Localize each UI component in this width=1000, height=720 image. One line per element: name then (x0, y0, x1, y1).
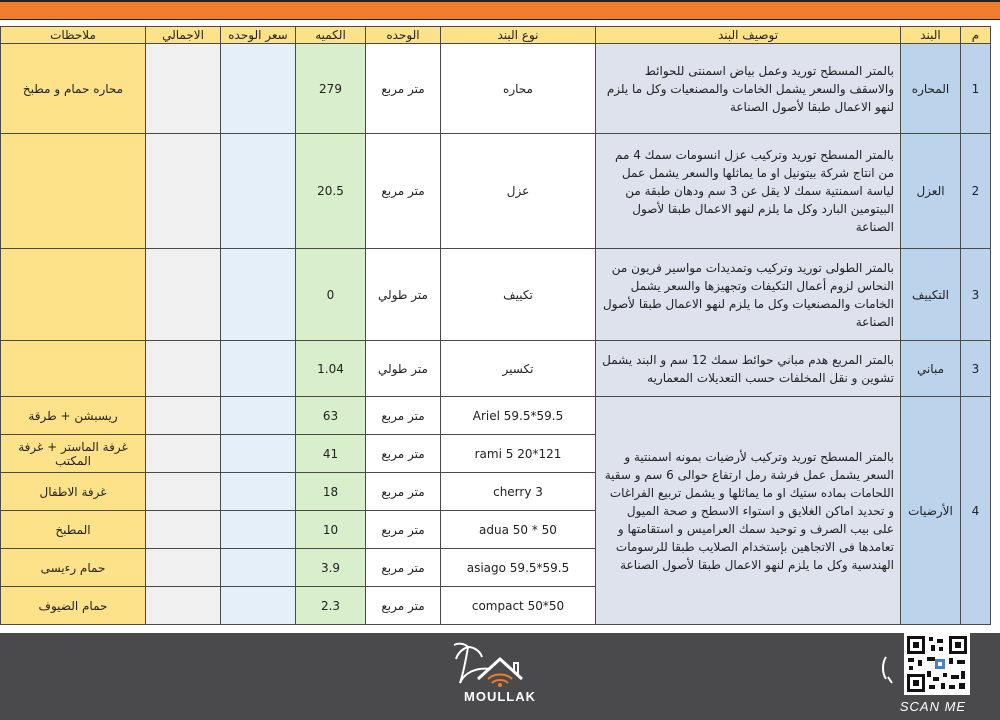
row-item: المحاره (901, 44, 961, 134)
row-unit: متر مربع (366, 549, 441, 587)
row-item: الأرضيات (901, 397, 961, 625)
row-quantity: 18 (296, 473, 366, 511)
row-quantity: 0 (296, 249, 366, 341)
row-unit: متر مربع (366, 435, 441, 473)
row-quantity: 2.3 (296, 587, 366, 625)
header-unit: الوحده (366, 27, 441, 44)
house-palm-icon (430, 639, 570, 689)
header-unit-price: سعر الوحده (221, 27, 296, 44)
row-description: بالمتر المسطح توريد وتركيب لأرضيات بمونه اسمنتية و السعر يشمل عمل فرشة رمل ارتفاع حوالى 6 سم و سقية اللحامات بماده ستيك او ما يماثلها و يشمل تربيع الفراغات و تحديد اماكن الغلايق و استواء الاسطح و صحة الميول على بيب الصرف و توحيد سمك العراميس و استقامتها و تعامدها فى الاتجاهين بإستخدام الصلايب طبقا للرسومات الهندسية وكل ما يلزم لنهو الاعمال طبقا لأصول الصناعة (596, 397, 901, 625)
row-quantity: 279 (296, 44, 366, 134)
row-quantity: 63 (296, 397, 366, 435)
row-type: cherry 3 (441, 473, 596, 511)
table-row (1, 134, 991, 249)
row-quantity: 3.9 (296, 549, 366, 587)
row-unit-price (221, 397, 296, 435)
row-description: بالمتر الطولى توريد وتركيب وتمديدات مواسير فريون من النحاس لزوم أعمال التكيفات وتجهيزها والسعر يشمل الخامات والمصنعيات وكل ما يلزم لنهو الاعمال طبقا لأصول الصناعة (596, 249, 901, 341)
row-unit-price (221, 587, 296, 625)
row-type: عزل (441, 134, 596, 249)
row-unit: متر طولي (366, 249, 441, 341)
row-type: asiago 59.5*59.5 (441, 549, 596, 587)
row-type: adua 50 * 50 (441, 511, 596, 549)
row-unit: متر مربع (366, 44, 441, 134)
row-notes: محاره حمام و مطبخ (1, 44, 146, 134)
brand-name: MOULLAK (464, 689, 536, 704)
row-total (146, 397, 221, 435)
scan-me-label: SCAN ME (899, 699, 967, 714)
header-quantity: الكميه (296, 27, 366, 44)
header-type: نوع البند (441, 27, 596, 44)
table-row (1, 249, 991, 341)
row-quantity: 41 (296, 435, 366, 473)
row-type: compact 50*50 (441, 587, 596, 625)
row-num: 2 (961, 134, 991, 249)
row-notes: غرفة الماستر + غرفة المكتب (1, 435, 146, 473)
table-row (1, 341, 991, 397)
row-num: 3 (961, 341, 991, 397)
row-unit-price (221, 249, 296, 341)
row-description: بالمتر المسطح توريد وعمل بياض اسمنتى للحوائط والاسقف والسعر يشمل الخامات والمصنعيات وكل ما يلزم لنهو الاعمال طبقا لأصول الصناعة (596, 44, 901, 134)
row-quantity: 10 (296, 511, 366, 549)
header-item: البند (901, 27, 961, 44)
row-item: التكييف (901, 249, 961, 341)
row-unit-price (221, 435, 296, 473)
header-row (1, 27, 991, 44)
row-unit: متر مربع (366, 511, 441, 549)
header-total: الاجمالي (146, 27, 221, 44)
row-total (146, 473, 221, 511)
row-num: 3 (961, 249, 991, 341)
row-total (146, 511, 221, 549)
header-num: م (961, 27, 991, 44)
row-notes: ريسبشن + طرقة (1, 397, 146, 435)
row-quantity: 20.5 (296, 134, 366, 249)
row-unit: متر مربع (366, 397, 441, 435)
row-notes (1, 134, 146, 249)
table-row (1, 397, 991, 435)
row-num: 4 (961, 397, 991, 625)
bill-of-quantities-table (0, 26, 991, 625)
row-total (146, 341, 221, 397)
row-total (146, 249, 221, 341)
row-unit-price (221, 473, 296, 511)
row-unit-price (221, 44, 296, 134)
qr-block (878, 633, 988, 720)
header-description: توصيف البند (596, 27, 901, 44)
row-unit: متر مربع (366, 473, 441, 511)
row-total (146, 435, 221, 473)
table-row (1, 44, 991, 134)
row-item: العزل (901, 134, 961, 249)
row-item: مباني (901, 341, 961, 397)
row-total (146, 587, 221, 625)
brand-logo (430, 639, 570, 719)
row-type: Ariel 59.5*59.5 (441, 397, 596, 435)
header-notes: ملاحظات (1, 27, 146, 44)
row-unit-price (221, 341, 296, 397)
row-notes: حمام رءيسى (1, 549, 146, 587)
row-unit-price (221, 134, 296, 249)
row-notes: حمام الضيوف (1, 587, 146, 625)
row-quantity: 1.04 (296, 341, 366, 397)
row-notes: المطبخ (1, 511, 146, 549)
row-unit: متر طولي (366, 341, 441, 397)
row-unit-price (221, 511, 296, 549)
row-notes: غرفة الاطفال (1, 473, 146, 511)
row-type: محاره (441, 44, 596, 134)
row-description: بالمتر المربع هدم مباني حوائط سمك 12 سم و البند يشمل تشوين و نقل المخلفات حسب التعديلات المعماريه (596, 341, 901, 397)
row-type: تكسير (441, 341, 596, 397)
row-description: بالمتر المسطح توريد وتركيب عزل انسومات سمك 4 مم من انتاج شركة بيتونيل او ما يماثلها والسعر يشمل عمل لياسة اسمنتية سمك لا يقل عن 3 سم ودهان طبقة من البيتومين البارد وكل ما يلزم لنهو الاعمال طبقا لأصول الصناعة (596, 134, 901, 249)
row-type: تكييف (441, 249, 596, 341)
row-unit-price (221, 549, 296, 587)
row-type: rami 5 20*121 (441, 435, 596, 473)
row-total (146, 549, 221, 587)
row-notes (1, 249, 146, 341)
row-total (146, 134, 221, 249)
top-orange-bar (0, 0, 1000, 20)
row-notes (1, 341, 146, 397)
row-num: 1 (961, 44, 991, 134)
footer (0, 633, 1000, 720)
qr-code-icon (878, 633, 988, 699)
row-unit: متر مربع (366, 134, 441, 249)
row-total (146, 44, 221, 134)
row-unit: متر مربع (366, 587, 441, 625)
